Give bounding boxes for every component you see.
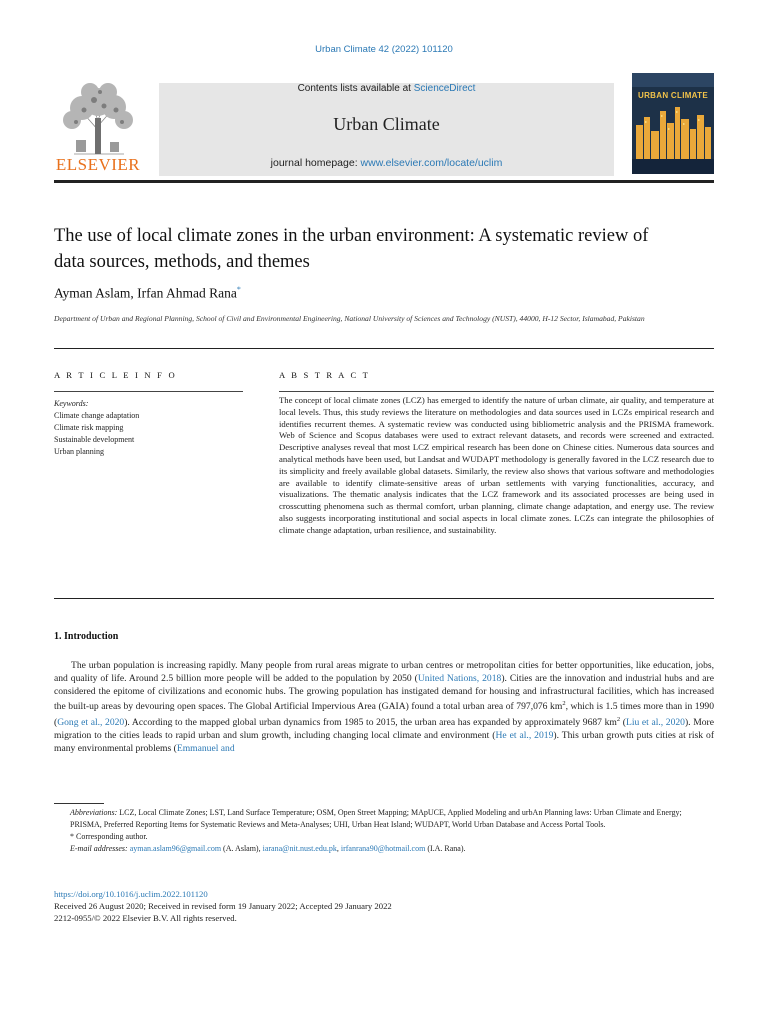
intro-text: (	[620, 717, 626, 729]
section-rule	[54, 348, 714, 349]
intro-paragraph	[54, 660, 714, 756]
paper-title: The use of local climate zones in the urban environment: A systematic review of data sources, methods, and themes	[54, 226, 649, 272]
header-rule	[54, 180, 714, 183]
author-list	[54, 285, 241, 302]
footnotes	[54, 807, 714, 855]
keyword-item: Climate change adaptation	[54, 411, 140, 420]
intro-text: , which is 1.5 times more than in 1990 (	[54, 701, 714, 729]
corresponding-author-mark[interactable]: *	[236, 285, 241, 294]
sciencedirect-link[interactable]: ScienceDirect	[413, 83, 476, 94]
intro-text: ). Cities are the innovation and industrial hubs and are considered the epitome of civilizations and economic hubs. The growing population has instigated demand for housing and infrastructural facilities, which has increased the built-up areas by devouring open spaces. The Global Artificial Impervious Area (GAIA) found a total urban area of 797,076 km	[54, 672, 715, 713]
citation-link[interactable]: He et al., 2019	[495, 730, 554, 742]
abbreviations-text: LCZ, Local Climate Zones; LST, Land Surface Temperature; OSM, Open Street Mapping; MApUCE, Applied Modeling and urbAn Planning laws: Urban Climate and Energy; PRISMA, Preferred Reporting Items for Systematic Reviews and Meta-Analyses; UHI, Urban Heat Island; WUDAPT, World Urban Database and Access Portal Tools.	[70, 808, 682, 829]
homepage-line	[159, 157, 614, 169]
email-note	[54, 843, 714, 855]
superscript: 2	[562, 700, 566, 708]
email-link[interactable]: iarana@nit.nust.edu.pk	[262, 844, 337, 853]
abbreviations-label: Abbreviations:	[70, 808, 118, 817]
keyword-item: Urban planning	[54, 447, 104, 456]
homepage-prefix: journal homepage:	[270, 157, 361, 169]
contents-line	[159, 83, 614, 94]
journal-reference[interactable]: Urban Climate 42 (2022) 101120	[315, 44, 453, 55]
email-link[interactable]: irfanrana90@hotmail.com	[340, 844, 426, 853]
intro-text: ). This urban growth puts cities at risk of many environmental problems (	[54, 730, 715, 755]
article-dates: Received 26 August 2020; Received in revised form 19 January 2022; Accepted 29 January 2022	[54, 901, 392, 911]
journal-cover[interactable]	[632, 73, 714, 174]
abstract-rule	[279, 391, 714, 392]
email-link[interactable]: ayman.aslam96@gmail.com	[129, 844, 222, 853]
keyword-item: Climate risk mapping	[54, 423, 124, 432]
elsevier-tree-icon	[54, 80, 142, 156]
abstract-heading: A B S T R A C T	[279, 370, 371, 380]
introduction-body	[54, 660, 714, 756]
doi-link[interactable]: https://doi.org/10.1016/j.uclim.2022.101120	[54, 889, 208, 899]
citation-link[interactable]: Gong et al., 2020	[57, 717, 125, 729]
abstract-text: The concept of local climate zones (LCZ) has emerged to identify the nature of urban climate, air quality, and temperature at local levels. Thus, this study reviews the literature on methodologies and data sources used in LCZs empirical research and identifies recurrent themes. A systematic review was conducted using bibliometric analysis and the PRISMA framework. Web of Science and Scopus databases were used to extract relevant datasets, and records were screened and extracted. Descriptive analyses reveal that most LCZ empirical research has been done on Chinese cities. Numerous data sources and analytical methods have been used, but Landsat and WUDAPT methodology is generally favored in the LCZ research due to its simplicity and freely available global datasets. Similarly, the review also shows that various software and methodologies are available to identify climate-sensitive areas of urban settlements with varying functionalities, accuracy, and visualizations. The thematic analysis indicates that the LCZ framework and its associated processes are being used in crosscutting phenomena such as thermal comfort, urban planning, climate change adaptation, and energy use. The review also suggests incorporating institutional and social aspects in local climate zones. LCZs can integrate the philosophies of climate change adaptation, urban resilience, and sustainability.	[279, 395, 714, 535]
email-owner: (I.A. Rana).	[425, 844, 466, 853]
journal-title: Urban Climate	[333, 114, 440, 134]
section-rule	[54, 598, 714, 599]
keywords-block	[54, 398, 243, 458]
keywords-title: Keywords:	[54, 399, 89, 408]
email-label: E-mail addresses:	[70, 844, 128, 853]
author-names[interactable]: Ayman Aslam, Irfan Ahmad Rana	[54, 285, 237, 301]
contents-prefix: Contents lists available at	[297, 83, 414, 94]
introduction-heading: 1. Introduction	[54, 631, 119, 642]
citation-link[interactable]: Liu et al., 2020	[625, 717, 685, 729]
article-metadata	[54, 888, 392, 924]
elsevier-logo[interactable]	[54, 80, 142, 176]
article-info-heading: A R T I C L E I N F O	[54, 370, 177, 380]
journal-homepage-link[interactable]: www.elsevier.com/locate/uclim	[360, 157, 503, 169]
footnote-rule	[54, 803, 104, 804]
author-affiliation: Department of Urban and Regional Planning, School of Civil and Environmental Engineering, National University of Sciences and Technology (NUST), 44000, H-12 Sector, Islamabad, Pakistan	[54, 314, 645, 323]
email-separator: ,	[336, 844, 341, 853]
intro-text: The urban population is increasing rapidly. Many people from rural areas migrate to urban centres or metropolitan cities for better opportunities, like education, jobs, and quality of life. Around 2.5 billion more people will be added to the population by 2050 (	[54, 660, 714, 684]
article-info-rule	[54, 391, 243, 392]
citation-link[interactable]: United Nations, 2018	[417, 672, 502, 684]
keyword-item: Sustainable development	[54, 435, 135, 444]
cover-title: URBAN CLIMATE	[638, 91, 708, 100]
citation-link[interactable]: Emmanuel and	[176, 743, 235, 755]
copyright-line: 2212-0955/© 2022 Elsevier B.V. All rights reserved.	[54, 913, 237, 923]
email-owner: (A. Aslam),	[221, 844, 263, 853]
journal-masthead	[159, 83, 614, 176]
intro-text: ). According to the mapped global urban dynamics from 1985 to 2015, the urban area has expanded by approximately 9687 km	[124, 717, 617, 729]
cover-skyline-image	[632, 73, 714, 174]
intro-text: ). More migration to the cities leads to rapid urban and slum growth, including changing local climate and environment (	[54, 717, 714, 742]
superscript: 2	[616, 716, 621, 724]
corresponding-author-note: * Corresponding author.	[70, 832, 148, 841]
abbreviations-note	[54, 807, 714, 831]
elsevier-wordmark: ELSEVIER	[55, 155, 141, 174]
